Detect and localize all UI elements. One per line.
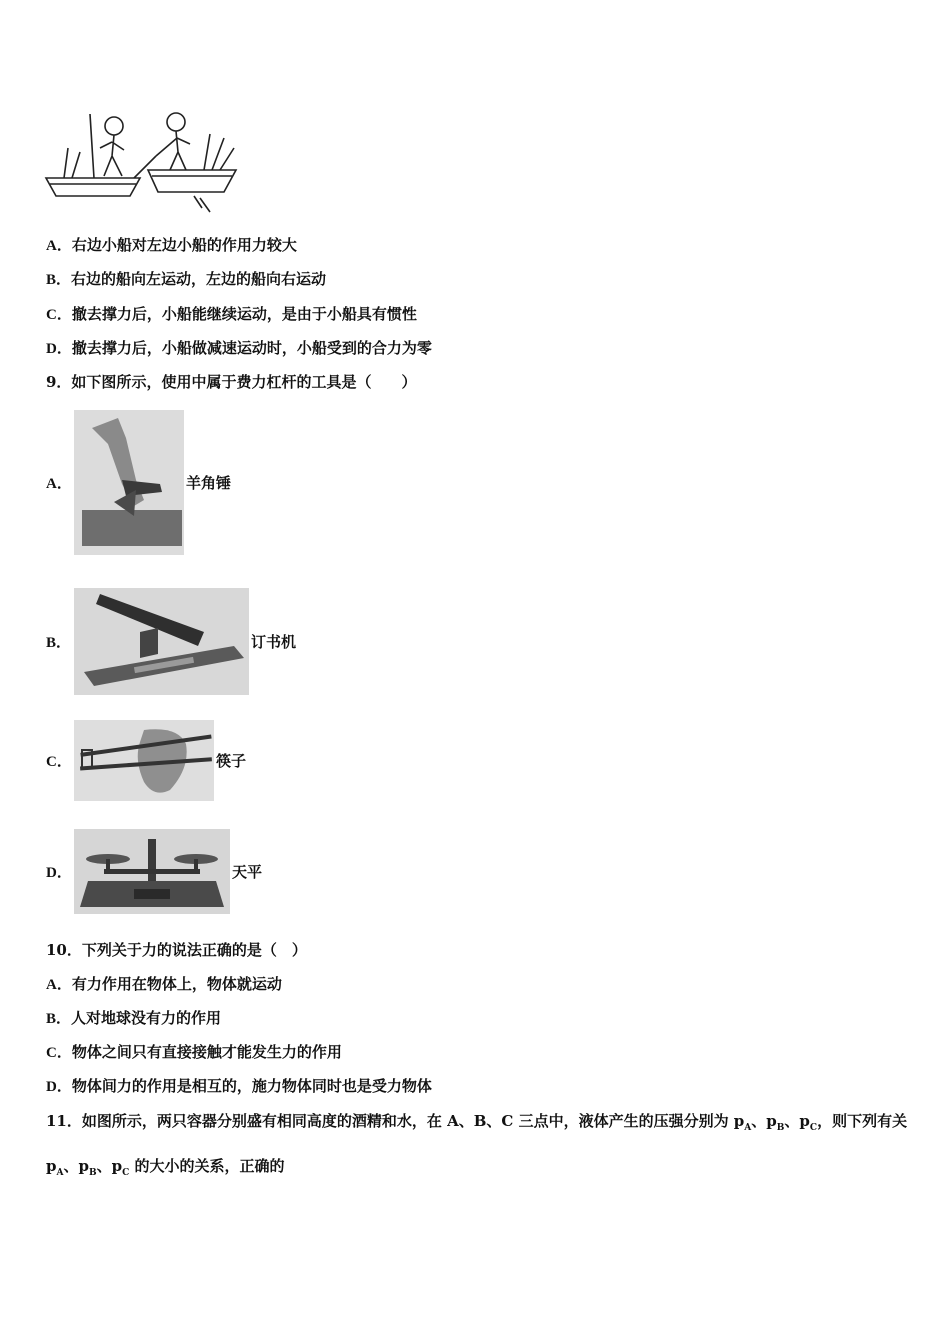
boat-children-icon	[44, 108, 240, 216]
q10-option-c	[46, 1042, 342, 1063]
chopsticks-photo-icon	[74, 720, 214, 801]
option-letter: B．	[46, 635, 72, 651]
option-caption: 羊角锤	[186, 474, 232, 492]
subscript: A	[744, 1123, 752, 1133]
option-caption: 订书机	[251, 633, 297, 651]
q11-text: 、p	[96, 1157, 123, 1175]
option-text: 右边的船向左运动，左边的船向右运动	[71, 270, 327, 288]
stapler-photo-icon	[74, 588, 249, 695]
q9-option-a	[46, 410, 231, 555]
option-text: 撤去撑力后，小船能继续运动，是由于小船具有惯性	[71, 305, 417, 323]
q11-stem	[46, 1102, 908, 1192]
option-letter: A．	[46, 238, 72, 254]
q8-option-a	[46, 235, 297, 256]
option-letter: D．	[46, 341, 72, 357]
option-text: 物体之间只有直接接触才能发生力的作用	[71, 1043, 342, 1061]
option-letter: C．	[46, 1045, 72, 1061]
subscript: B	[88, 1168, 97, 1178]
q11-text: 11．如图所示，两只容器分别盛有相同高度的酒精和水，在 A、B、C 三点中，液体产生的压强分别为 p	[46, 1112, 745, 1130]
option-text: 撤去撑力后，小船做减速运动时，小船受到的合力为零	[71, 339, 432, 357]
option-letter: C．	[46, 754, 72, 770]
q9-option-d	[46, 829, 262, 914]
q10-option-a	[46, 974, 282, 995]
q9-option-c	[46, 720, 246, 801]
subscript: B	[776, 1123, 785, 1133]
option-letter: C．	[46, 307, 72, 323]
balance-scale-photo-icon	[74, 829, 230, 914]
option-letter: A．	[46, 476, 72, 492]
q11-text: 的大小的关系，正确的	[129, 1157, 285, 1175]
option-text: 右边小船对左边小船的作用力较大	[71, 236, 297, 254]
option-text: 物体间力的作用是相互的，施力物体同时也是受力物体	[71, 1077, 432, 1095]
option-text: 有力作用在物体上，物体就运动	[71, 975, 282, 993]
q9-stem: 9．如下图所示，使用中属于费力杠杆的工具是（ ）	[46, 373, 417, 391]
option-letter: A．	[46, 977, 72, 993]
q11-text: 、p	[63, 1157, 89, 1175]
q8-option-d	[46, 338, 432, 359]
subscript: C	[122, 1168, 130, 1178]
q11-text: ，则下列有关 p	[46, 1112, 908, 1175]
q11-text: 、p	[784, 1112, 810, 1130]
option-letter: D．	[46, 865, 72, 881]
option-caption: 筷子	[216, 752, 247, 770]
q10-option-b	[46, 1008, 221, 1029]
option-letter: D．	[46, 1079, 72, 1095]
option-letter: B．	[46, 272, 72, 288]
q10-stem: 10．下列关于力的说法正确的是（ ）	[46, 941, 307, 959]
q11-text: 、p	[751, 1112, 777, 1130]
q8-option-b	[46, 269, 326, 290]
option-text: 人对地球没有力的作用	[71, 1009, 222, 1027]
option-letter: B．	[46, 1011, 72, 1027]
q10-option-d	[46, 1076, 432, 1097]
option-caption: 天平	[232, 863, 263, 881]
boat-children-illustration	[44, 108, 240, 216]
q9-option-b	[46, 588, 296, 695]
subscript: C	[809, 1123, 818, 1133]
subscript: A	[56, 1168, 64, 1178]
claw-hammer-photo-icon	[74, 410, 184, 555]
q8-option-c	[46, 304, 417, 325]
